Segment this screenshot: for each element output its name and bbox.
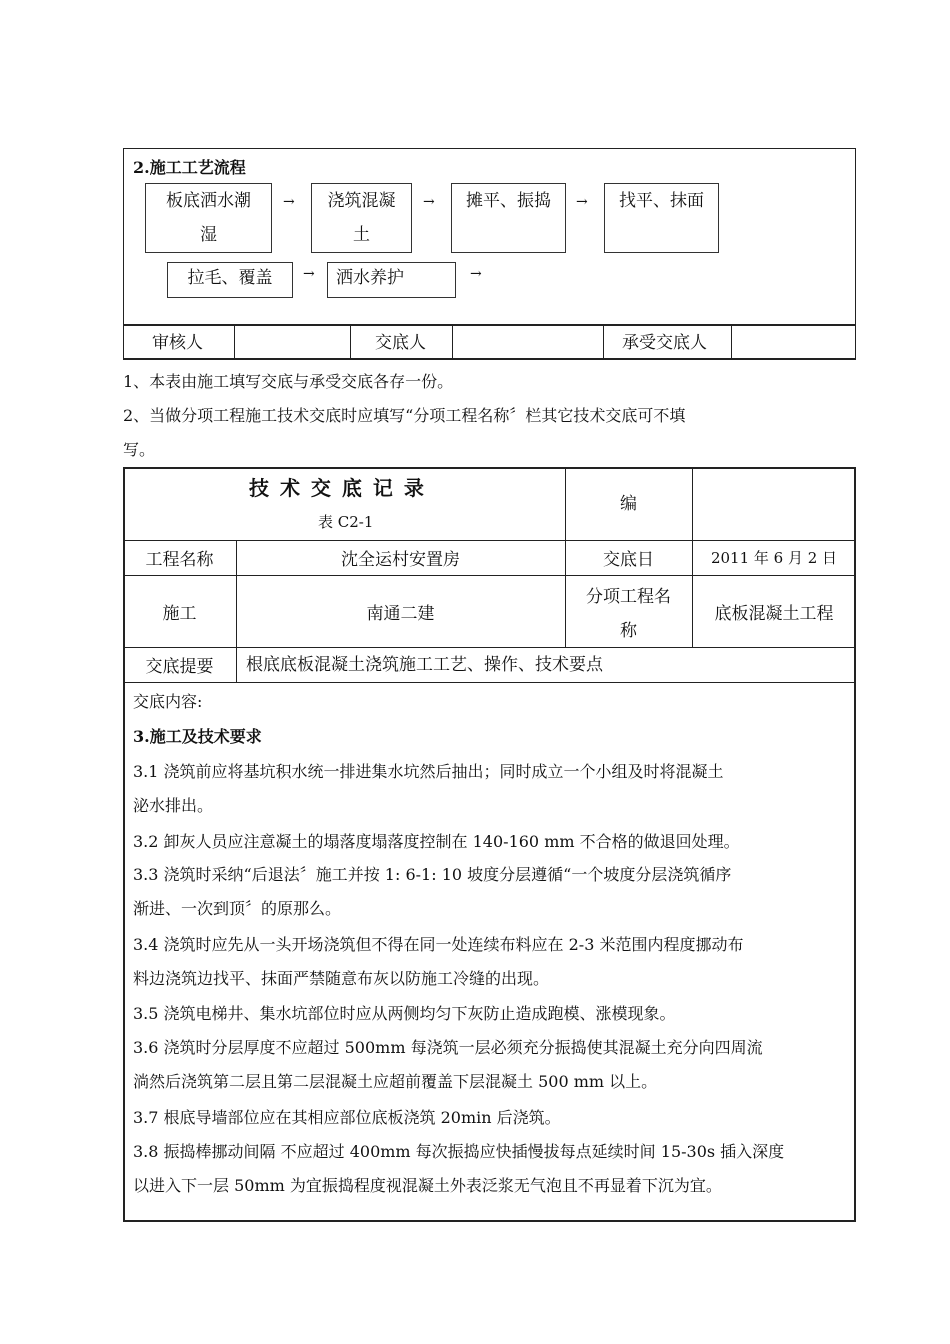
project-name-label: 工程名称: [145, 550, 214, 570]
requirement-item: 3.3 浇筑时采纳“后退法〞施工并按 1: 6-1: 10 坡度分层遵循“一个坡度分层浇筑循序 渐进、一次到顶〞的原那么。: [133, 865, 732, 918]
disclosure-date-value: 2011 年 6 月 2 日: [710, 549, 838, 567]
requirement-item: 3.8 振捣棒挪动间隔 不应超过 400mm 每次振捣应快插慢拔每点延续时间 15-30s 插入深度 以进入下一层 50mm 为宜振捣程度视混凝土外表泛浆无气泡且不再显着下沉为宜。: [133, 1142, 785, 1195]
sign-row-divider: [234, 324, 235, 360]
reviewer-label: 审核人: [152, 333, 203, 353]
project-name-value: 沈全运村安置房: [341, 550, 460, 570]
discloser-label: 交底人: [375, 333, 426, 353]
sign-row-top-border: [123, 324, 856, 326]
sign-row-divider: [350, 324, 351, 360]
requirement-item: 3.1 浇筑前应将基坑积水统一排进集水坑然后抽出；同时成立一个小组及时将混凝土 泌水排出。: [133, 762, 724, 815]
flow-arrow: →: [303, 266, 315, 282]
requirement-item: 3.5 浇筑电梯井、集水坑部位时应从两侧均匀下灰防止造成跑模、涨模现象。: [133, 1004, 676, 1023]
sign-row-divider: [731, 324, 732, 360]
process-flow-table: [123, 148, 856, 360]
note-1: 1、本表由施工填写交底与承受交底各存一份。: [123, 372, 454, 391]
note-2-continued: 写。: [123, 440, 156, 459]
flow-arrow: →: [283, 194, 295, 210]
sub-project-value: 底板混凝土工程: [714, 603, 834, 624]
flow-arrow: →: [470, 266, 482, 282]
requirement-item: 3.6 浇筑时分层厚度不应超过 500mm 每浇筑一层必须充分振捣使其混凝土充分向四周流 淌然后浇筑第二层且第二层混凝土应超前覆盖下层混凝土 500 mm 以上。: [133, 1038, 763, 1091]
sub-project-label: 分项工程名 称: [586, 587, 671, 641]
form-number: 表 C2-1: [318, 513, 374, 531]
flow-step-5: 拉毛、覆盖: [167, 262, 293, 298]
process-flow-heading: 2.施工工艺流程: [133, 158, 246, 177]
requirement-item: 3.2 卸灰人员应注意凝土的塌落度塌落度控制在 140-160 mm 不合格的做退回处理。: [133, 832, 740, 851]
construction-value: 南通二建: [366, 603, 435, 624]
sign-row-divider: [603, 324, 604, 360]
sign-row-divider: [452, 324, 453, 360]
construction-label: 施工: [162, 603, 197, 624]
requirement-item: 3.7 根底导墙部位应在其相应部位底板浇筑 20min 后浇筑。: [133, 1108, 561, 1127]
flow-step-1: 板底洒水潮 湿: [145, 183, 272, 253]
flow-step-4: 找平、抹面: [604, 183, 719, 253]
record-title: 技 术 交 底 记 录: [249, 476, 426, 500]
summary-label: 交底提要: [145, 657, 214, 677]
requirement-item: 3.4 浇筑时应先从一头开场浇筑但不得在同一处连续布料应在 2-3 米范围内程度挪动布 料边浇筑边找平、抹面严禁随意布灰以防施工冷缝的出现。: [133, 935, 744, 988]
content-label: 交底内容:: [133, 692, 203, 711]
note-2: 2、当做分项工程施工技术交底时应填写“分项工程名称〞栏其它技术交底可不填: [123, 406, 686, 425]
flow-step-6: 洒水养护: [327, 262, 456, 298]
flow-step-3: 摊平、振捣: [451, 183, 566, 253]
flow-arrow: →: [576, 194, 588, 210]
disclosure-date-label: 交底日: [603, 550, 654, 570]
flow-arrow: →: [423, 194, 435, 210]
section-heading: 3.施工及技术要求: [133, 727, 262, 746]
table-rule: [123, 682, 856, 683]
summary-value: 根底底板混凝土浇筑施工工艺、操作、技术要点: [246, 655, 603, 675]
flow-step-2: 浇筑混凝 土: [311, 183, 412, 253]
receiver-label: 承受交底人: [622, 333, 707, 353]
bian-label: 编: [620, 494, 637, 514]
